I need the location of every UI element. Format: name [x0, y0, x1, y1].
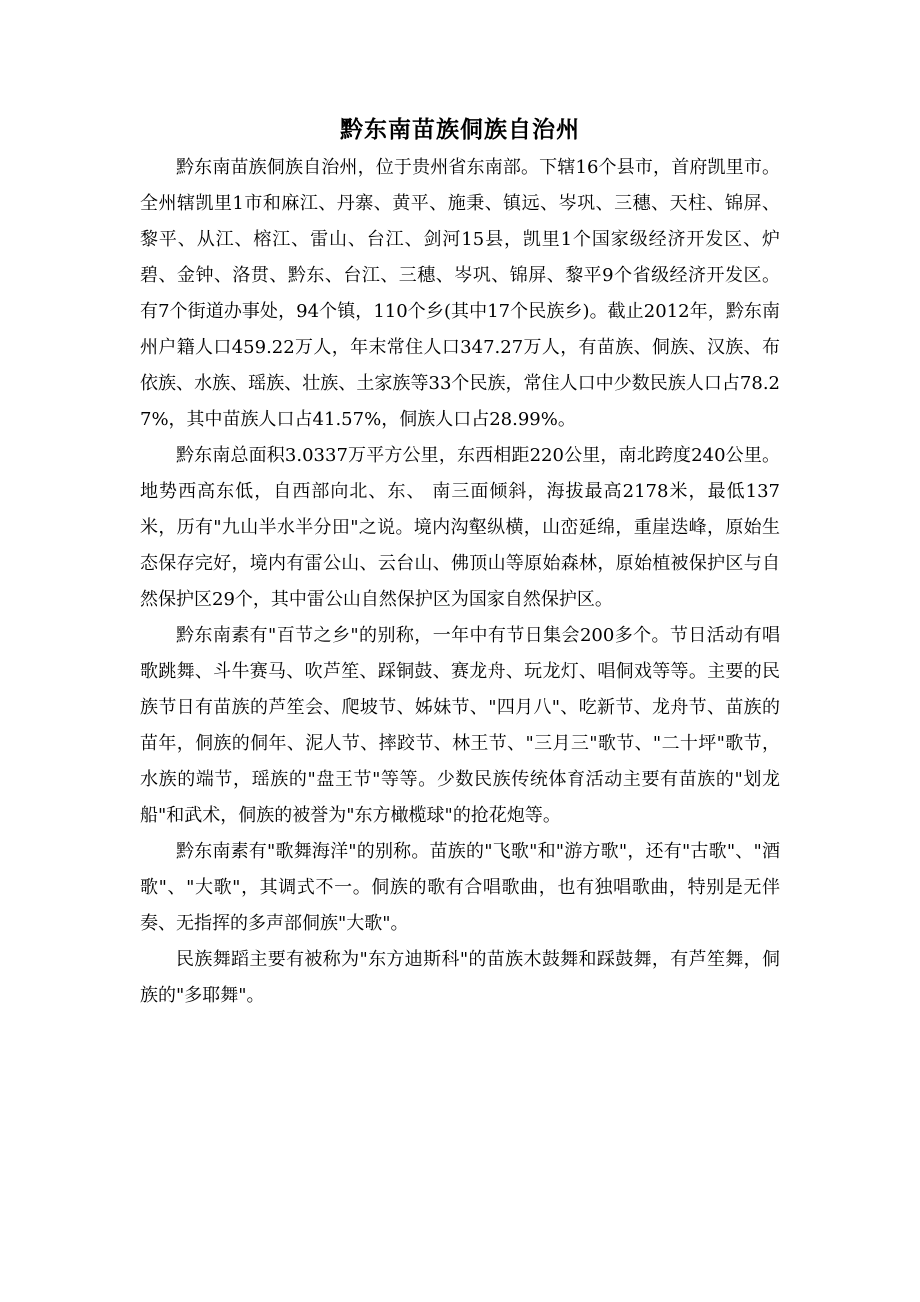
paragraph-songs: 黔东南素有"歌舞海洋"的别称。苗族的"飞歌"和"游方歌"，还有"古歌"、"酒歌"、"大歌"，其调式不一。侗族的歌有合唱歌曲，也有独唱歌曲，特别是无伴奏、无指挥的多声部侗族"大歌"。	[140, 841, 780, 934]
document-title: 黔东南苗族侗族自治州	[340, 117, 580, 143]
paragraph-festivals: 黔东南素有"百节之乡"的别称，一年中有节日集会200多个。节日活动有唱歌跳舞、斗牛赛马、吹芦笙、踩铜鼓、赛龙舟、玩龙灯、唱侗戏等等。主要的民族节日有苗族的芦笙会、爬坡节、姊妹节、"四月八"、吃新节、龙舟节、苗族的苗年，侗族的侗年、泥人节、摔跤节、林王节、"三月三"歌节、"二十坪"歌节，水族的端节，瑶族的"盘王节"等等。少数民族传统体育活动主要有苗族的"划龙船"和武术，侗族的被誉为"东方橄榄球"的抢花炮等。	[140, 625, 780, 826]
document-page	[140, 110, 780, 1014]
paragraph-overview: 黔东南苗族侗族自治州，位于贵州省东南部。下辖16个县市，首府凯里市。全州辖凯里1市和麻江、丹寨、黄平、施秉、镇远、岑巩、三穗、天柱、锦屏、黎平、从江、榕江、雷山、台江、剑河15县，凯里1个国家级经济开发区、炉碧、金钟、洛贯、黔东、台江、三穗、岑巩、锦屏、黎平9个省级经济开发区。有7个街道办事处，94个镇，110个乡(其中17个民族乡)。截止2012年，黔东南州户籍人口459.22万人，年末常住人口347.27万人，有苗族、侗族、汉族、布依族、水族、瑶族、壮族、土家族等33个民族，常住人口中少数民族人口占78.27%，其中苗族人口占41.57%，侗族人口占28.99%。	[140, 157, 780, 430]
paragraph-geography: 黔东南总面积3.0337万平方公里，东西相距220公里，南北跨度240公里。地势西高东低，自西部向北、东、 南三面倾斜，海拔最高2178米，最低137米，历有"九山半水半分田"之说。境内沟壑纵横，山峦延绵，重崖迭峰，原始生态保存完好，境内有雷公山、云台山、佛顶山等原始森林，原始植被保护区与自然保护区29个，其中雷公山自然保护区为国家自然保护区。	[140, 445, 780, 610]
paragraph-dances: 民族舞蹈主要有被称为"东方迪斯科"的苗族木鼓舞和踩鼓舞，有芦笙舞，侗族的"多耶舞"。	[140, 949, 780, 1006]
